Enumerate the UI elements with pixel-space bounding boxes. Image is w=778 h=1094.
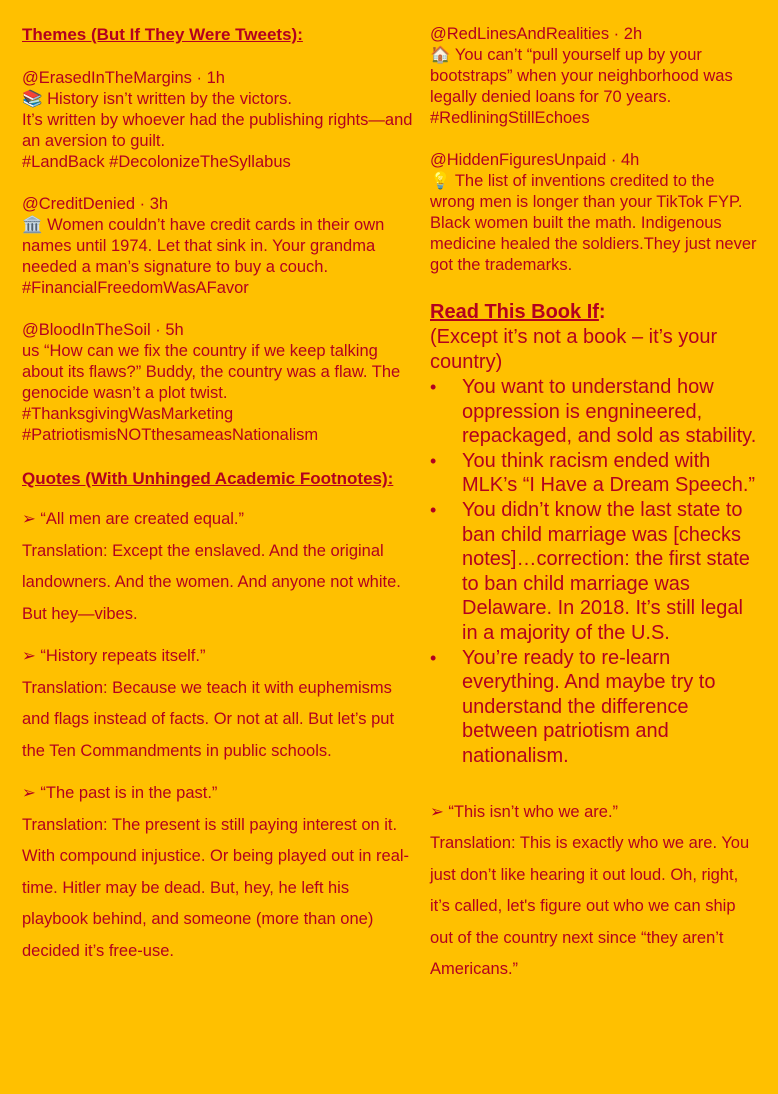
themes-heading: Themes (But If They Were Tweets): xyxy=(22,25,303,44)
list-item xyxy=(430,498,760,646)
quote-history-repeats xyxy=(22,641,414,767)
quote-text: ➢ “History repeats itself.” xyxy=(22,647,206,665)
book-list xyxy=(430,375,760,769)
list-item xyxy=(430,449,760,498)
tweet-handle: @RedLinesAndRealities · 2h xyxy=(430,25,643,43)
tweet-hashtags: #ThanksgivingWasMarketing xyxy=(22,405,234,423)
quotes-heading: Quotes (With Unhinged Academic Footnotes): xyxy=(22,469,394,488)
tweet-line: 📚 History isn’t written by the victors. xyxy=(22,90,292,108)
list-item-text: You didn’t know the last state to ban child marriage was [checks notes]…correction: the first state to ban child marriage was Delaware. In 2018. It’s still legal in a majority of the U.S. xyxy=(462,498,750,644)
list-item xyxy=(430,646,760,769)
quote-translation: Translation: Except the enslaved. And the original landowners. And the women. And anyone not white. But hey—vibes. xyxy=(22,541,401,623)
tweet-hidden-figures xyxy=(430,150,760,276)
tweet-handle: @ErasedInTheMargins · 1h xyxy=(22,69,225,87)
tweet-handle: @HiddenFiguresUnpaid · 4h xyxy=(430,151,640,169)
quote-this-isnt-who-we-are xyxy=(430,797,760,986)
tweet-line: 💡 The list of inventions credited to the wrong men is longer than your TikTok FYP. Black women built the math. Indigenous medicine healed the soldiers.They just never got the trademarks. xyxy=(430,172,757,274)
quote-text: ➢ “The past is in the past.” xyxy=(22,784,218,802)
right-column xyxy=(430,24,760,997)
bullet-icon: • xyxy=(430,499,437,520)
quote-translation: Translation: This is exactly who we are. You just don’t like hearing it out loud. Oh, right, it’s called, let's figure out who we can ship out of the country next since “they aren’t Americans.” xyxy=(430,834,750,978)
quote-translation: Translation: The present is still paying interest on it. With compound injustice. Or being played out in real-time. Hitler may be dead. But, hey, he left his playbook behind, and someone (more than one) decided it’s free-use. xyxy=(22,815,410,960)
tweet-line: us “How can we fix the country if we keep talking about its flaws?” Buddy, the country was a flaw. The genocide wasn’t a plot twist. xyxy=(22,342,401,402)
list-item-text: You’re ready to re-learn everything. And maybe try to understand the difference between patriotism and nationalism. xyxy=(462,646,716,767)
book-heading-colon: : xyxy=(598,301,606,323)
tweet-handle: @CreditDenied · 3h xyxy=(22,195,169,213)
quote-text: ➢ “All men are created equal.” xyxy=(22,510,245,528)
list-item xyxy=(430,375,760,449)
bullet-icon: • xyxy=(430,377,437,397)
tweet-line: 🏛️ Women couldn’t have credit cards in their own names until 1974. Let that sink in. Your grandma needed a man’s signature to buy a couch. xyxy=(22,216,385,276)
quote-translation: Translation: Because we teach it with euphemisms and flags instead of facts. Or not at all. But let’s put the Ten Commandments in public schools. xyxy=(22,678,395,760)
list-item-text: You want to understand how oppression is engnineered, repackaged, and sold as stability. xyxy=(462,376,757,448)
tweet-blood-in-the-soil xyxy=(22,320,414,446)
tweet-hashtags: #RedliningStillEchoes xyxy=(430,109,590,127)
book-subheading: (Except it’s not a book – it’s your country) xyxy=(430,326,718,373)
list-item-text: You think racism ended with MLK’s “I Have a Dream Speech.” xyxy=(462,449,756,497)
quote-all-men-equal xyxy=(22,504,414,630)
bullet-icon: • xyxy=(430,647,437,668)
left-column xyxy=(22,24,414,978)
tweet-erased-in-the-margins xyxy=(22,68,414,173)
tweet-hashtags: #PatriotismisNOTthesameasNationalism xyxy=(22,426,319,444)
tweet-credit-denied xyxy=(22,194,414,299)
tweet-red-lines xyxy=(430,24,760,129)
tweet-hashtags: #LandBack #DecolonizeTheSyllabus xyxy=(22,153,291,171)
tweet-line: It’s written by whoever had the publishing rights—and an aversion to guilt. xyxy=(22,111,413,150)
tweet-line: 🏠 You can’t “pull yourself up by your bootstraps” when your neighborhood was legally denied loans for 70 years. xyxy=(430,46,733,106)
bullet-icon: • xyxy=(430,450,437,471)
tweet-hashtags: #FinancialFreedomWasAFavor xyxy=(22,279,249,297)
book-heading xyxy=(430,300,760,325)
quote-text: ➢ “This isn’t who we are.” xyxy=(430,802,619,821)
book-heading-text: Read This Book If xyxy=(430,301,599,323)
tweet-handle: @BloodInTheSoil · 5h xyxy=(22,321,184,339)
quote-past-is-past xyxy=(22,778,414,967)
